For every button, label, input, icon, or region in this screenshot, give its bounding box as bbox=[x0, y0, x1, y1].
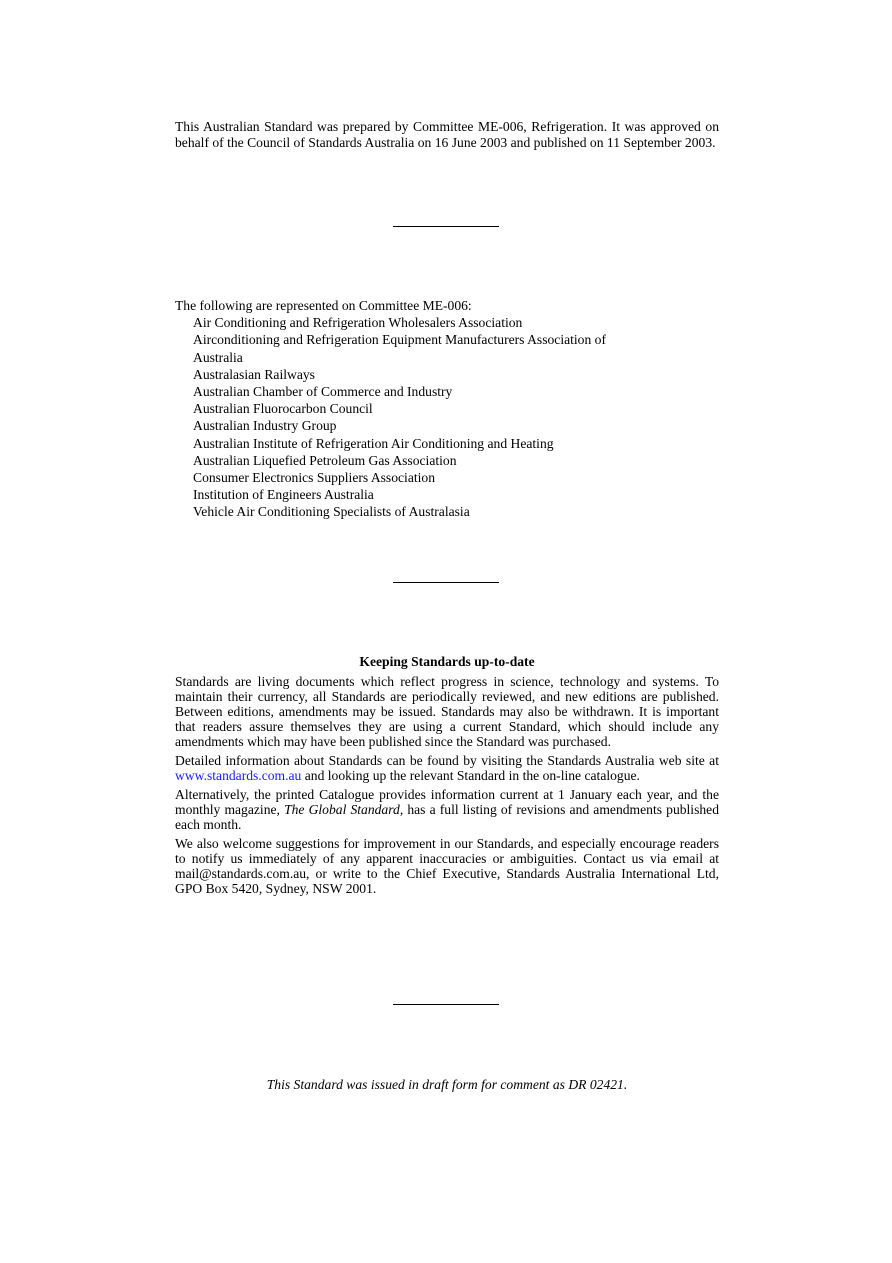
section-divider-2 bbox=[393, 582, 499, 583]
member-name-line: Airconditioning and Refrigeration Equipment Manufacturers Association of bbox=[193, 332, 606, 348]
paragraph-text: and looking up the relevant Standard in the on-line catalogue. bbox=[301, 768, 640, 783]
section-divider-3 bbox=[393, 1004, 499, 1005]
paragraph-catalogue bbox=[175, 787, 719, 832]
list-item: Consumer Electronics Suppliers Association bbox=[193, 470, 436, 486]
draft-note: This Standard was issued in draft form for comment as DR 02421. bbox=[266, 1077, 628, 1092]
paragraph-text: , has a full listing of revisions and amendments published each month. bbox=[175, 802, 720, 832]
standards-website-link[interactable]: www.standards.com.au bbox=[175, 768, 302, 783]
list-item: Australian Liquefied Petroleum Gas Association bbox=[193, 452, 457, 468]
paragraph-suggestions: We also welcome suggestions for improvement in our Standards, and especially encourage readers to notify us immediately of any apparent inaccuracies or ambiguities. Contact us via email at mail@standards.com.au, or write to the Chief Executive, Standards Australia International Ltd, GPO Box 5420, Sydney, NSW 2001. bbox=[175, 836, 719, 896]
list-item: Australian Industry Group bbox=[193, 418, 337, 434]
list-item: Australian Chamber of Commerce and Industry bbox=[193, 384, 453, 400]
paragraph-living-documents: Standards are living documents which reflect progress in science, technology and systems. To maintain their currency, all Standards are periodically reviewed, and new editions are published. Between editions, amendments may be issued. Standards may also be withdrawn. It is important that readers assure themselves they are using a current Standard, which should include any amendments which may have been published since the Standard was purchased. bbox=[175, 674, 719, 749]
committee-member-list bbox=[175, 314, 719, 520]
list-item: Australian Institute of Refrigeration Air Conditioning and Heating bbox=[193, 435, 554, 451]
section-heading: Keeping Standards up-to-date bbox=[359, 654, 535, 669]
list-item: Vehicle Air Conditioning Specialists of Australasia bbox=[193, 504, 470, 520]
committee-section bbox=[175, 297, 719, 521]
preparation-note: This Australian Standard was prepared by Committee ME-006, Refrigeration. It was approved on behalf of the Council of Standards Australia on 16 June 2003 and published on 11 September 2003. bbox=[175, 119, 719, 150]
list-item: Air Conditioning and Refrigeration Wholesalers Association bbox=[193, 315, 523, 331]
member-name-continuation: Australia bbox=[193, 349, 243, 365]
list-item: Institution of Engineers Australia bbox=[193, 487, 374, 503]
paragraph-text: Detailed information about Standards can be found by visiting the Standards Australia web site at bbox=[175, 753, 719, 768]
list-item: Australasian Railways bbox=[193, 366, 315, 382]
list-item bbox=[193, 331, 719, 365]
magazine-title: The Global Standard bbox=[284, 802, 400, 817]
committee-intro: The following are represented on Committee ME-006: bbox=[175, 298, 472, 313]
keeping-up-to-date-body bbox=[175, 674, 719, 900]
section-divider-1 bbox=[393, 226, 499, 227]
paragraph-web-site bbox=[175, 753, 719, 783]
paragraph-text: Alternatively, the printed Catalogue provides information current at 1 January each year, and the monthly magazine, bbox=[175, 787, 719, 817]
list-item: Australian Fluorocarbon Council bbox=[193, 401, 373, 417]
